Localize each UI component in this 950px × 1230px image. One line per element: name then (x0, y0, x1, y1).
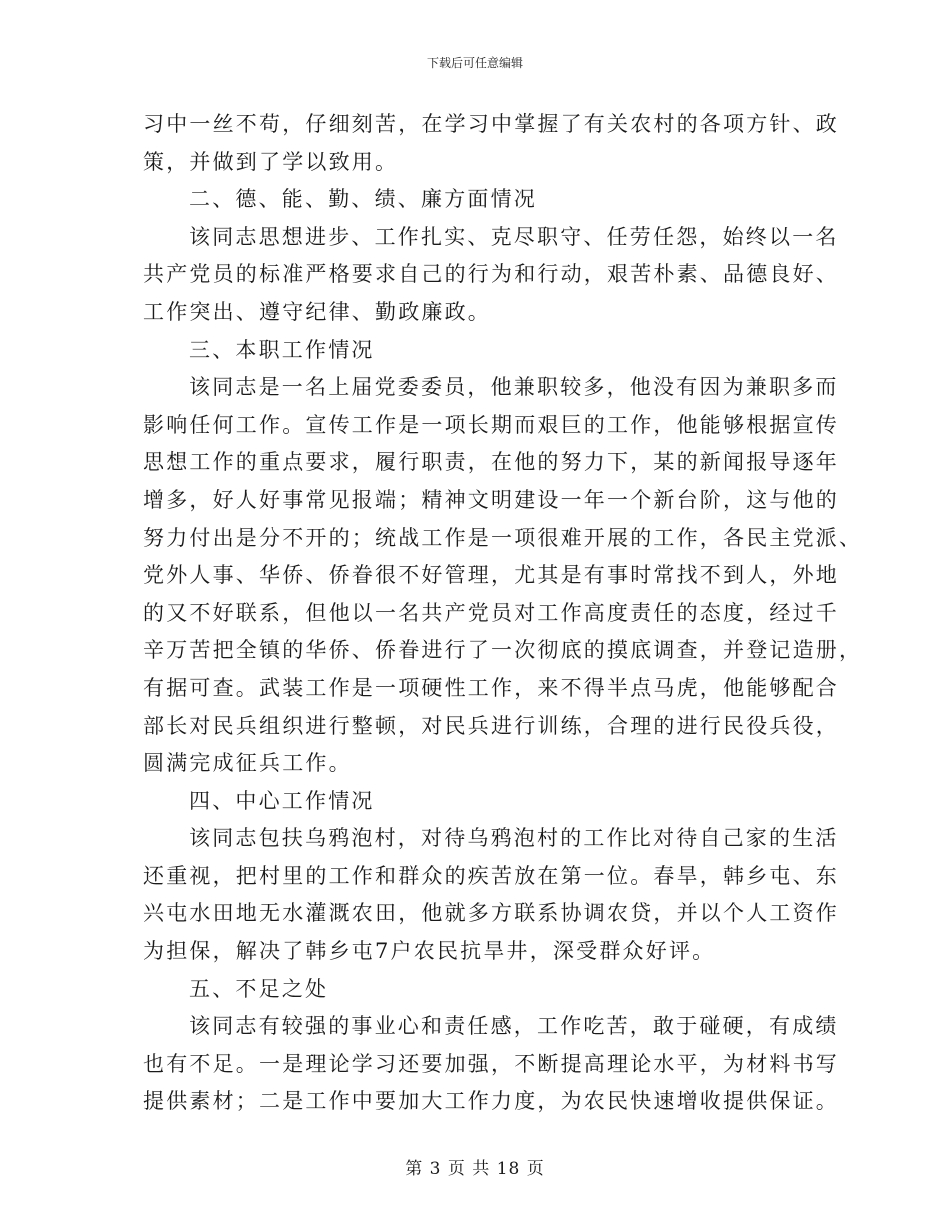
text-line: 有据可查。武装工作是一项硬性工作，来不得半点马虎，他能够配合 (143, 675, 839, 700)
text-line: 四、中心工作情况 (189, 788, 375, 813)
text-line: 该同志思想进步、工作扎实、克尽职守、任劳任怨，始终以一名 (189, 224, 839, 249)
text-line: 还重视，把村里的工作和群众的疾苦放在第一位。春旱，韩乡屯、东 (143, 863, 839, 888)
text-line: 兴屯水田地无水灌溉农田，他就多方联系协调农贷，并以个人工资作 (143, 901, 839, 926)
document-body (143, 106, 863, 1121)
text-line: 增多，好人好事常见报端；精神文明建设一年一个新台阶，这与他的 (143, 487, 839, 512)
text-line: 部长对民兵组织进行整顿，对民兵进行训练，合理的进行民役兵役， (143, 713, 839, 738)
text-line: 的又不好联系，但他以一名共产党员对工作高度责任的态度，经过千 (143, 600, 839, 625)
text-line: 思想工作的重点要求，履行职责，在他的努力下，某的新闻报导逐年 (143, 450, 839, 475)
text-line: 该同志是一名上届党委委员，他兼职较多，他没有因为兼职多而 (189, 375, 839, 400)
text-line: 辛万苦把全镇的华侨、侨眷进行了一次彻底的摸底调查，并登记造册， (143, 638, 863, 663)
text-line: 该同志包扶乌鸦泡村，对待乌鸦泡村的工作比对待自己家的生活 (189, 826, 839, 851)
text-line: 圆满完成征兵工作。 (143, 751, 352, 776)
page-footer: 第 3 页 共 18 页 (405, 1159, 545, 1179)
page-header: 下载后可任意编辑 (426, 56, 523, 70)
text-line: 习中一丝不苟，仔细刻苦，在学习中掌握了有关农村的各项方针、政 (143, 112, 839, 136)
text-line: 五、不足之处 (189, 976, 329, 1001)
text-line: 共产党员的标准严格要求自己的行为和行动，艰苦朴素、品德良好、 (143, 262, 839, 287)
text-line: 策，并做到了学以致用。 (143, 149, 399, 174)
text-line: 影响任何工作。宣传工作是一项长期而艰巨的工作，他能够根据宣传 (143, 412, 839, 437)
text-line: 工作突出、遵守纪律、勤政廉政。 (143, 299, 491, 324)
text-line: 也有不足。一是理论学习还要加强，不断提高理论水平，为材料书写 (143, 1051, 839, 1076)
text-line: 该同志有较强的事业心和责任感，工作吃苦，敢于碰硬，有成绩 (189, 1014, 839, 1039)
text-line: 努力付出是分不开的；统战工作是一项很难开展的工作，各民主党派、 (143, 525, 863, 550)
text-line: 提供素材；二是工作中要加大工作力度，为农民快速增收提供保证。 (143, 1089, 839, 1114)
text-line: 为担保，解决了韩乡屯7户农民抗旱井，深受群众好评。 (143, 939, 716, 964)
text-line: 三、本职工作情况 (189, 337, 375, 362)
text-line: 二、德、能、勤、绩、廉方面情况 (189, 187, 537, 212)
text-line: 党外人事、华侨、侨眷很不好管理，尤其是有事时常找不到人，外地 (143, 563, 839, 588)
